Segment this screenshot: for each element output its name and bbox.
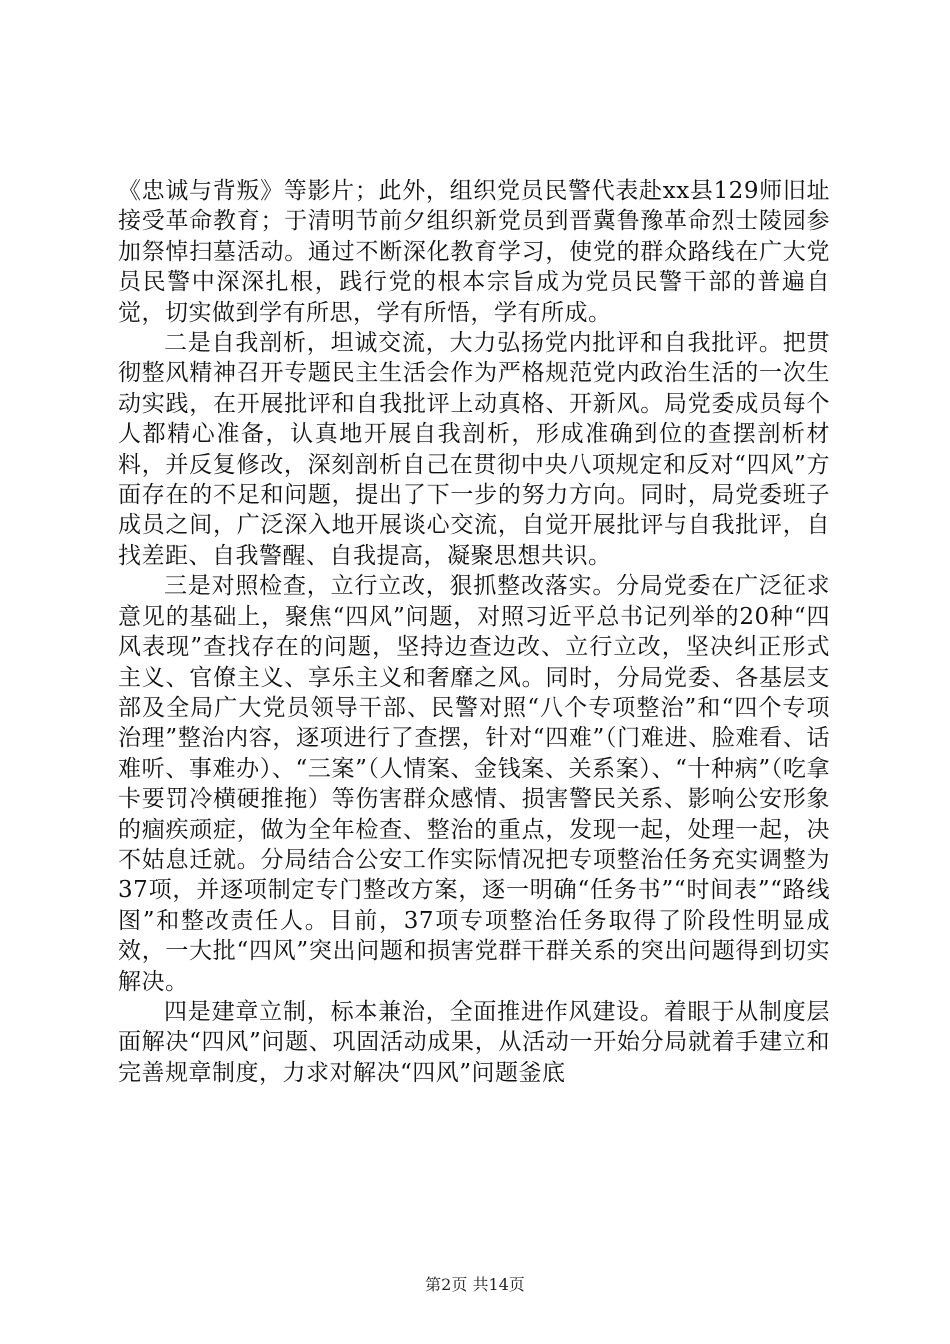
document-body	[118, 176, 830, 1088]
paragraph-inspection: 三是对照检查，立行立改，狠抓整改落实。分局党委在广泛征求意见的基础上，聚焦“四风”问题，对照习近平总书记列举的20种“四风表现”查找存在的问题，坚持边查边改、立行立改，坚决纠正形式主义、官僚主义、享乐主义和奢靡之风。同时，分局党委、各基层支部及全局广大党员领导干部、民警对照“八个专项整治”和“四个专项治理”整治内容，逐项进行了查摆，针对“四难”（门难进、脸难看、话难听、事难办）、“三案”（人情案、金钱案、关系案）、“十种病”（吃拿卡要罚冷横硬推拖）等伤害群众感情、损害警民关系、影响公安形象的痼疾顽症，做为全年检查、整治的重点，发现一起，处理一起，决不姑息迁就。分局结合公安工作实际情况把专项整治任务充实调整为37项，并逐项制定专门整改方案，逐一明确“任务书”“时间表”“路线图”和整改责任人。目前，37项专项整治任务取得了阶段性明显成效，一大批“四风”突出问题和损害党群干群关系的突出问题得到切实解决。	[118, 573, 830, 995]
paragraph-institution-building: 四是建章立制，标本兼治，全面推进作风建设。着眼于从制度层面解决“四风”问题、巩固活动成果，从活动一开始分局就着手建立和完善规章制度，力求对解决“四风”问题釜底	[118, 998, 830, 1086]
paragraph-self-analysis: 二是自我剖析，坦诚交流，大力弘扬党内批评和自我批评。把贯彻整风精神召开专题民主生活会作为严格规范党内政治生活的一次生动实践，在开展批评和自我批评上动真格、开新风。局党委成员每个人都精心准备，认真地开展自我剖析，形成准确到位的查摆剖析材料，并反复修改，深刻剖析自己在贯彻中央八项规定和反对“四风”方面存在的不足和问题，提出了下一步的努力方向。同时，局党委班子成员之间，广泛深入地开展谈心交流，自觉开展批评与自我批评，自找差距、自我警醒、自我提高，凝聚思想共识。	[118, 330, 830, 569]
paragraph-continuation: 《忠诚与背叛》等影片；此外，组织党员民警代表赴xx县129师旧址接受革命教育；于清明节前夕组织新党员到晋冀鲁豫革命烈士陵园参加祭悼扫墓活动。通过不断深化教育学习，使党的群众路线在广大党员民警中深深扎根，践行党的根本宗旨成为党员民警干部的普遍自觉，切实做到学有所思，学有所悟，学有所成。	[118, 178, 830, 326]
page-number-footer: 第2页 共14页	[425, 1275, 525, 1294]
